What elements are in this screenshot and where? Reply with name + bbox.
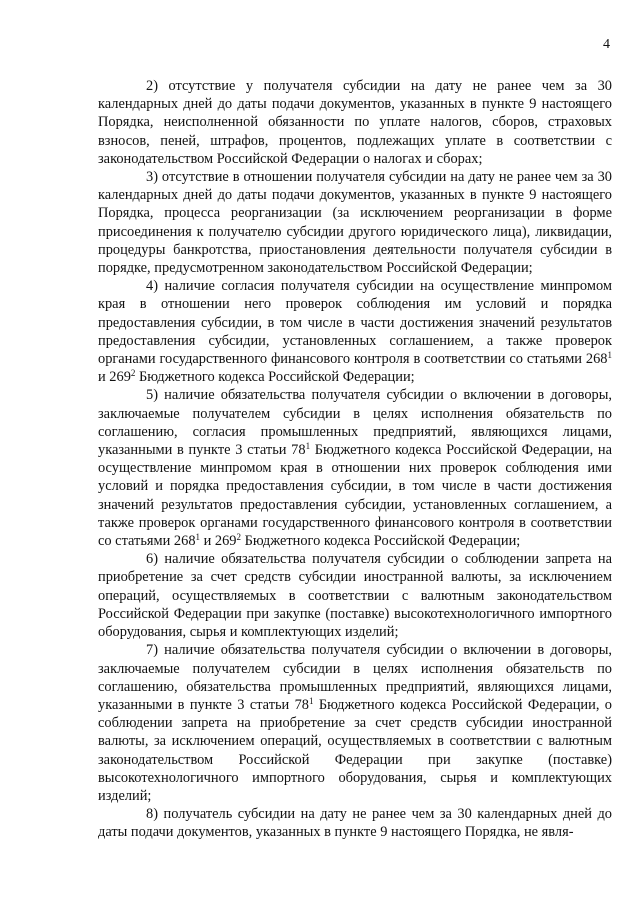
paragraph-item-3: 3) отсутствие в отношении получателя субсидии на дату не ранее чем за 30 календарных дней до даты подачи документов, указанных в пункте 9 настоящего Порядка, процесса реорганизации (за исключением реорганизации в форме присоединения к получателю субсидии другого юридического лица), ликвидации, процедуры банкротства, приостановления деятельности получателя субсидии в порядке, предусмотренном законодательством Российской Федерации; bbox=[98, 169, 612, 277]
paragraph-item-6: 6) наличие обязательства получателя субсидии о соблюдении запрета на приобретение за счет средств субсидии иностранной валюты, за исключением операций, осуществляемых в соответствии с валютным законодательством Российской Федерации при закупке (поставке) высокотехнологичного импортного оборудования, сырья и комплектующих изделий; bbox=[98, 551, 612, 641]
paragraph-text: Бюджетного кодекса Российской Федерации; bbox=[241, 533, 521, 550]
paragraph-item-2: 2) отсутствие у получателя субсидии на дату не ранее чем за 30 календарных дней до даты подачи документов, указанных в пункте 9 настоящего Порядка, неисполненной обязанности по уплате налогов, сборов, страховых взносов, пеней, штрафов, процентов, подлежащих уплате в соответствии с законодательством Российской Федерации о налогах и сборах; bbox=[98, 78, 612, 167]
page-number: 4 bbox=[603, 37, 610, 52]
paragraph-text: 4) наличие согласия получателя субсидии на осуществление минпромом края в отношении него проверок соблюдения им условий и порядка предоставления субсидии, в том числе в части достижения значений результатов предоставления субсидии, установленных соглашением, а также проверок органами государственного финансового контроля в соответствии со статьями 268 bbox=[98, 278, 612, 368]
paragraph-text: и 269 bbox=[200, 533, 237, 550]
superscript-index: 1 bbox=[309, 695, 314, 706]
superscript-index: 1 bbox=[607, 350, 612, 361]
superscript-index: 1 bbox=[305, 441, 311, 452]
document-body bbox=[98, 77, 612, 842]
paragraph-item-7 bbox=[98, 641, 612, 805]
paragraph-item-4 bbox=[98, 277, 612, 386]
paragraph-text: Бюджетного кодекса Российской Федерации; bbox=[135, 369, 415, 386]
superscript-index: 2 bbox=[130, 368, 136, 379]
superscript-index: 2 bbox=[236, 532, 241, 543]
paragraph-text: Бюджетного кодекса Российской Федерации, о соблюдении запрета на приобретение за счет средств субсидии иностранной валюты, за исключением операций, осуществляемых в соответствии с валютным законодательством Российской Федерации при закупке (поставке) высокотехнологичного импортного оборудования, сырья и комплектующих изделий; bbox=[98, 696, 612, 804]
paragraph-text: 5) наличие обязательства получателя субсидии о включении в договоры, заключаемые получателем субсидии в целях исполнения обязательств по соглашению, согласия промышленных предприятий, являющихся лицами, указанными в пункте 3 статьи 78 bbox=[98, 387, 612, 459]
paragraph-item-5 bbox=[98, 386, 612, 550]
superscript-index: 1 bbox=[195, 532, 201, 543]
paragraph-text: и 269 bbox=[98, 369, 131, 386]
paragraph-text: 7) наличие обязательства получателя субсидии о включении в договоры, заключаемые получателем субсидии в целях исполнения обязательств по соглашению, обязательства промышленных предприятий, являющихся лицами, указанными в пункте 3 статьи 78 bbox=[98, 642, 612, 713]
paragraph-text: Бюджетного кодекса Российской Федерации, на осуществление минпромом края в отношении них проверок соблюдения ими условий и порядка предоставления субсидии, в том числе в части достижения значений результатов предоставления субсидии, установленных соглашением, а также проверок органами государственного финансового контроля в соответствии со статьями 268 bbox=[98, 442, 613, 550]
paragraph-item-8: 8) получатель субсидии на дату не ранее чем за 30 календарных дней до даты подачи документов, указанных в пункте 9 настоящего Порядка, не явля- bbox=[98, 806, 612, 841]
